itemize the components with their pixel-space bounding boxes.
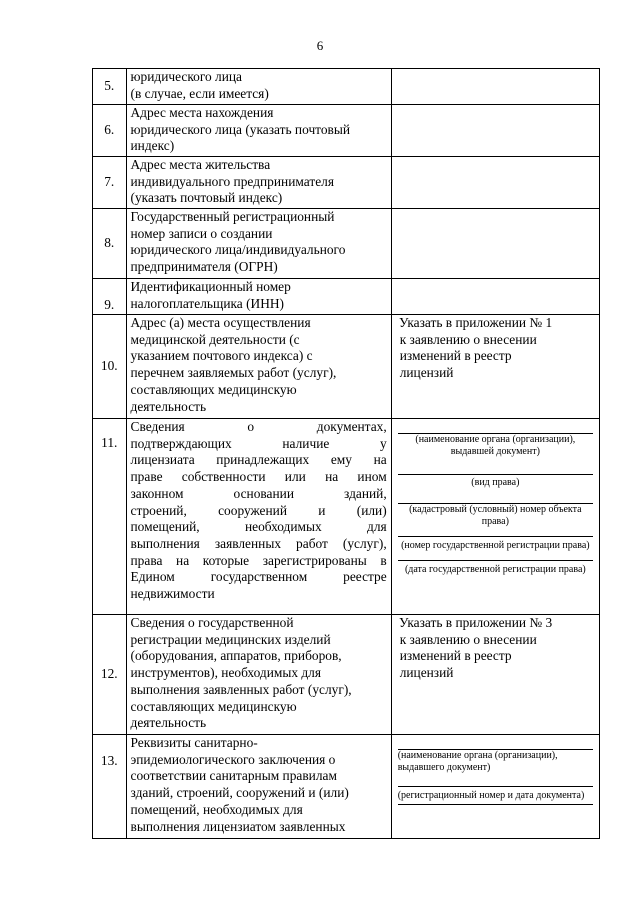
table-row [93,315,600,419]
field-caption: (вид права) [471,477,520,488]
fill-in-line[interactable] [398,458,593,475]
row-number: 8. [93,209,127,279]
table-row [93,105,600,157]
row-value-cell: Указать в приложении № 1 к заявлению о внесении изменений в реестр лицензий [391,315,599,419]
row-value-cell[interactable] [391,209,599,279]
license-form-table [92,68,600,839]
field-caption: (наименование органа (организации), выдавшей документ) [415,434,576,457]
row-description: Государственный регистрационный номер записи о создании юридического лица/индивидуального предпринимателя (ОГРН) [126,209,391,279]
row-number: 13. [93,735,127,839]
table-row [93,735,600,839]
field-caption: (регистрационный номер и дата документа) [397,790,585,801]
row-number: 12. [93,615,127,735]
row-number: 10. [93,315,127,419]
row-description: Адрес места жительства индивидуального предпринимателя (указать почтовый индекс) [126,157,391,209]
fill-in-line[interactable] [398,735,593,750]
fill-in-line[interactable] [398,419,593,434]
field-caption: (номер государственной регистрации права) [401,540,590,551]
row-description: Адрес места нахождения юридического лица (указать почтовый индекс) [126,105,391,157]
fill-in-line[interactable] [398,528,593,537]
table-row [93,279,600,315]
row-description: Сведения о документах, подтверждающих наличие у лицензиата принадлежащих ему на праве собственности или на ином законном основании зданий, строений, сооружений и (или) помещений, необходимых для выполнения заявленных работ (услуг), права на которые зарегистрированы в Едином государственном реестре недвижимости [126,419,391,615]
fill-in-line[interactable] [398,489,593,504]
row-value-cell: Указать в приложении № 3 к заявлению о внесении изменений в реестр лицензий [391,615,599,735]
row-description: Адрес (а) места осуществления медицинской деятельности (с указанием почтового индекса) с перечнем заявляемых работ (услуг), составляющих медицинскую деятельность [126,315,391,419]
table-row [93,209,600,279]
table-row [93,615,600,735]
row-value-cell[interactable] [391,279,599,315]
row-description: Сведения о государственной регистрации медицинских изделий (оборудования, аппаратов, приборов, инструментов), необходимых для выполнения заявленных работ (услуг), составляющих медицинскую деятельность [126,615,391,735]
appendix-reference: Указать в приложении № 1 [395,315,553,330]
row-description: Реквизиты санитарно- эпидемиологического заключения о соответствии санитарным правилам зданий, строений, сооружений и (или) помещений, необходимых для выполнения лицензиатом заявленных [126,735,391,839]
appendix-reference: Указать в приложении № 3 [395,615,553,630]
field-caption: (кадастровый (условный) номер объекта права) [409,504,582,527]
row-description: юридического лица (в случае, если имеется) [126,69,391,105]
row-value-cell[interactable] [391,157,599,209]
row-value-cell[interactable] [391,69,599,105]
field-caption: (дата государственной регистрации права) [404,564,586,575]
row-number: 5. [93,69,127,105]
table-row [93,157,600,209]
page-number: 6 [316,38,324,53]
fill-in-line[interactable] [398,552,593,561]
row-description: Идентификационный номер налогоплательщика (ИНН) [126,279,391,315]
field-caption: (наименование органа (организации), выдавшего документ) [397,750,558,773]
fill-in-line[interactable] [398,802,593,805]
row-number: 7. [93,157,127,209]
row-number: 6. [93,105,127,157]
row-number: 9. [93,279,127,315]
table-row [93,69,600,105]
row-number: 11. [93,419,127,615]
row-value-cell[interactable] [391,735,599,839]
row-value-cell[interactable] [391,419,599,615]
fill-in-line[interactable] [398,774,593,787]
table-row [93,419,600,615]
row-value-cell[interactable] [391,105,599,157]
